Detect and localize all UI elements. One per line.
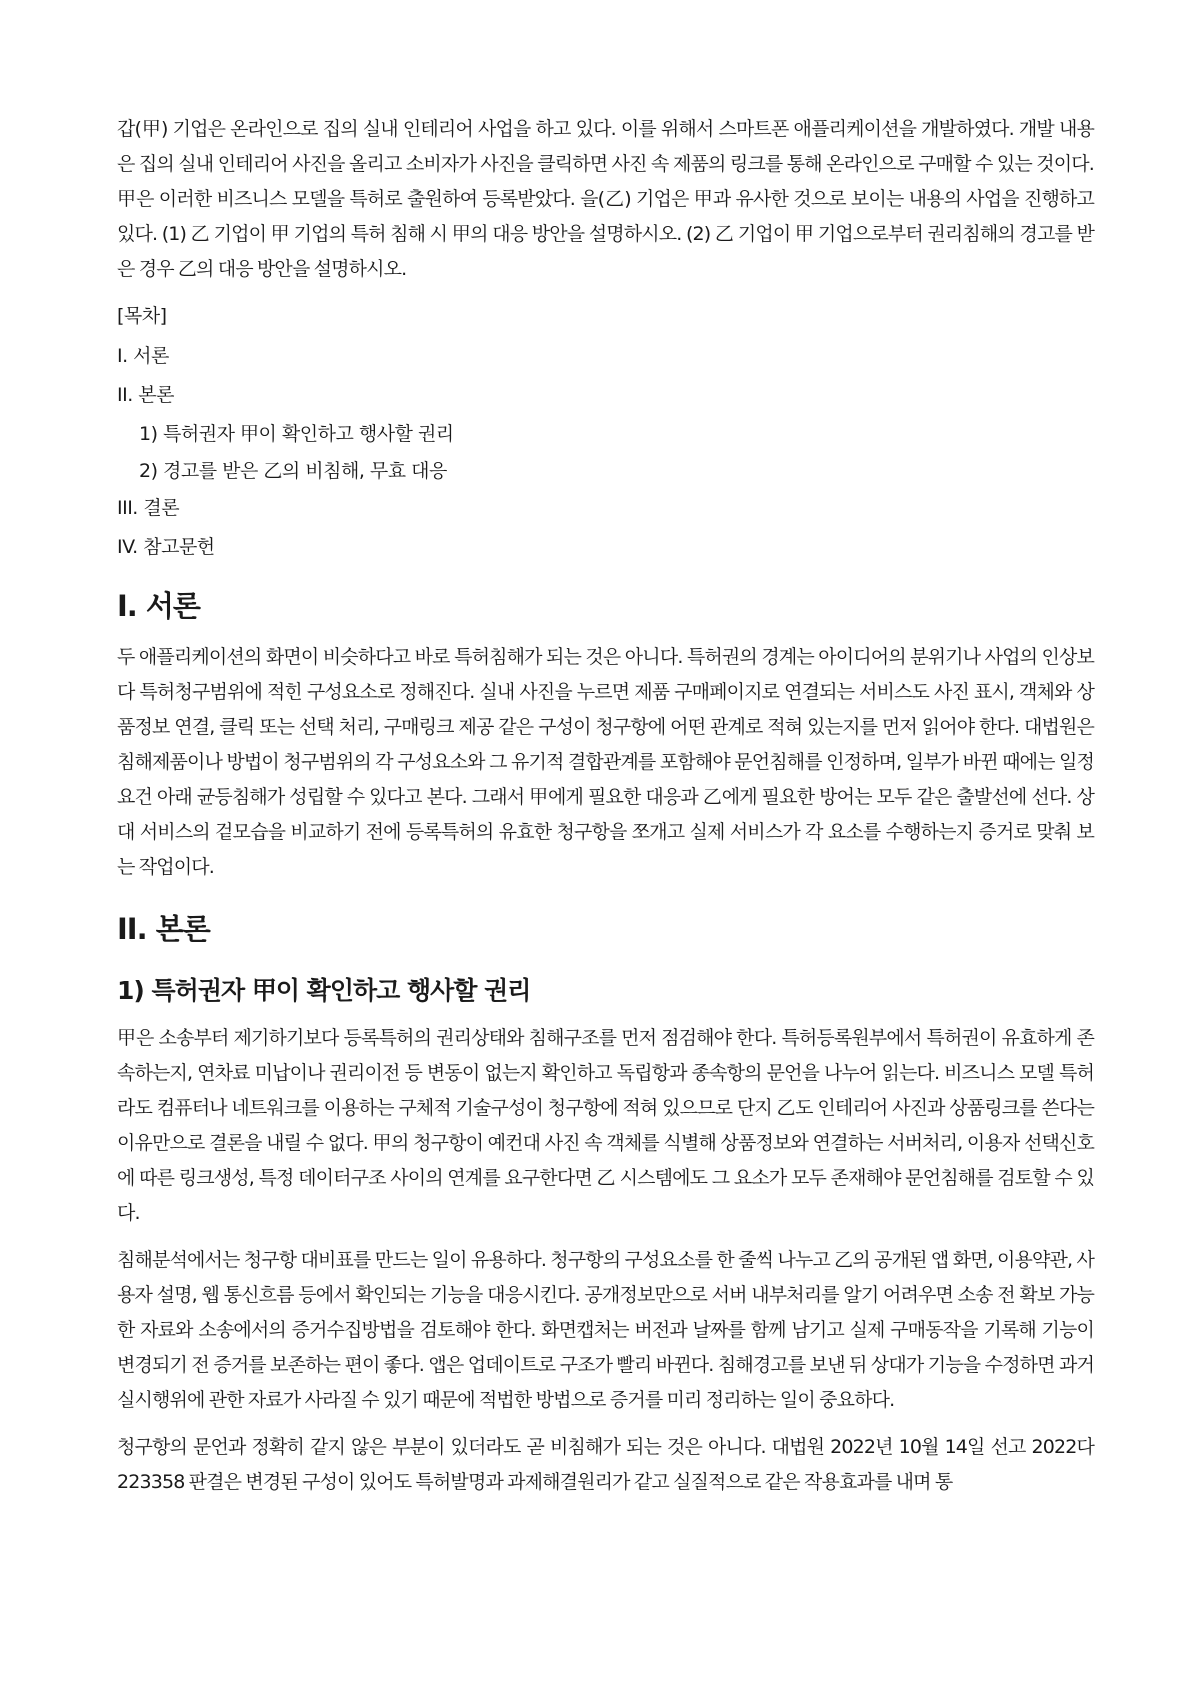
toc-title: [목차] [117, 305, 167, 327]
section-body-heading: II. 본론 [117, 912, 210, 946]
section-intro-heading: I. 서론 [117, 589, 200, 623]
toc-item-body: II. 본론 [117, 384, 174, 406]
subsection-1-paragraph: 甲은 소송부터 제기하기보다 등록특허의 권리상태와 침해구조를 먼저 점검해야 한다. 특허등록원부에서 특허권이 유효하게 존속하는지, 연차료 미납이나 권리이전 등 변동이 없는지 확인하고 독립항과 종속항의 문언을 나누어 읽는다. 비즈니스 모델 특허라도 컴퓨터나 네트워크를 이용하는 구체적 기술구성이 청구항에 적혀 있으므로 단지 乙도 인테리어 사진과 상품링크를 쓴다는 이유만으로 결론을 내릴 수 없다. 甲의 청구항이 예컨대 사진 속 객체를 식별해 상품정보와 연결하는 서버처리, 이용자 선택신호에 따른 링크생성, 특정 데이터구조 사이의 연계를 요구한다면 乙 시스템에도 그 요소가 모두 존재해야 문언침해를 검토할 수 있다. [117, 1027, 1094, 1224]
subsection-1-paragraph: 청구항의 문언과 정확히 같지 않은 부분이 있더라도 곧 비침해가 되는 것은 아니다. 대법원 2022년 10월 14일 선고 2022다223358 판결은 변경된 구성이 있어도 특허발명과 과제해결원리가 같고 실질적으로 같은 작용효과를 내며 통 [117, 1436, 1094, 1493]
toc-item-references: IV. 참고문헌 [117, 536, 215, 558]
question-text: 갑(甲) 기업은 온라인으로 집의 실내 인테리어 사업을 하고 있다. 이를 위해서 스마트폰 애플리케이션을 개발하였다. 개발 내용은 집의 실내 인테리어 사진을 올리고 소비자가 사진을 클릭하면 사진 속 제품의 링크를 통해 온라인으로 구매할 수 있는 것이다. 甲은 이러한 비즈니스 모델을 특허로 출원하여 등록받았다. 을(乙) 기업은 甲과 유사한 것으로 보이는 내용의 사업을 진행하고 있다. (1) 乙 기업이 甲 기업의 특허 침해 시 甲의 대응 방안을 설명하시오. (2) 乙 기업이 甲 기업으로부터 권리침해의 경고를 받은 경우 乙의 대응 방안을 설명하시오. [117, 118, 1094, 280]
table-of-contents [117, 301, 1094, 562]
section-intro-paragraph: 두 애플리케이션의 화면이 비슷하다고 바로 특허침해가 되는 것은 아니다. 특허권의 경계는 아이디어의 분위기나 사업의 인상보다 특허청구범위에 적힌 구성요소로 정해진다. 실내 사진을 누르면 제품 구매페이지로 연결되는 서비스도 사진 표시, 객체와 상품정보 연결, 클릭 또는 선택 처리, 구매링크 제공 같은 구성이 청구항에 어떤 관계로 적혀 있는지를 먼저 읽어야 한다. 대법원은 침해제품이나 방법이 청구범위의 각 구성요소와 그 유기적 결합관계를 포함해야 문언침해를 인정하며, 일부가 바뀐 때에는 일정 요건 아래 균등침해가 성립할 수 있다고 본다. 그래서 甲에게 필요한 대응과 乙에게 필요한 방어는 모두 같은 출발선에 선다. 상대 서비스의 겉모습을 비교하기 전에 등록특허의 유효한 청구항을 쪼개고 실제 서비스가 각 요소를 수행하는지 증거로 맞춰 보는 작업이다. [117, 646, 1094, 878]
subsection-1-heading: 1) 특허권자 甲이 확인하고 행사할 권리 [117, 976, 531, 1005]
toc-item-body-sub2: 2) 경고를 받은 乙의 비침해, 무효 대응 [139, 460, 447, 482]
toc-item-intro: I. 서론 [117, 345, 169, 367]
toc-item-conclusion: III. 결론 [117, 497, 180, 519]
toc-item-body-sub1: 1) 특허권자 甲이 확인하고 행사할 권리 [139, 423, 454, 445]
subsection-1-paragraph: 침해분석에서는 청구항 대비표를 만드는 일이 유용하다. 청구항의 구성요소를 한 줄씩 나누고 乙의 공개된 앱 화면, 이용약관, 사용자 설명, 웹 통신흐름 등에서 확인되는 기능을 대응시킨다. 공개정보만으로 서버 내부처리를 알기 어려우면 소송 전 확보 가능한 자료와 소송에서의 증거수집방법을 검토해야 한다. 화면캡처는 버전과 날짜를 함께 남기고 실제 구매동작을 기록해 기능이 변경되기 전 증거를 보존하는 편이 좋다. 앱은 업데이트로 구조가 빨리 바뀐다. 침해경고를 보낸 뒤 상대가 기능을 수정하면 과거 실시행위에 관한 자료가 사라질 수 있기 때문에 적법한 방법으로 증거를 미리 정리하는 일이 중요하다. [117, 1249, 1094, 1411]
